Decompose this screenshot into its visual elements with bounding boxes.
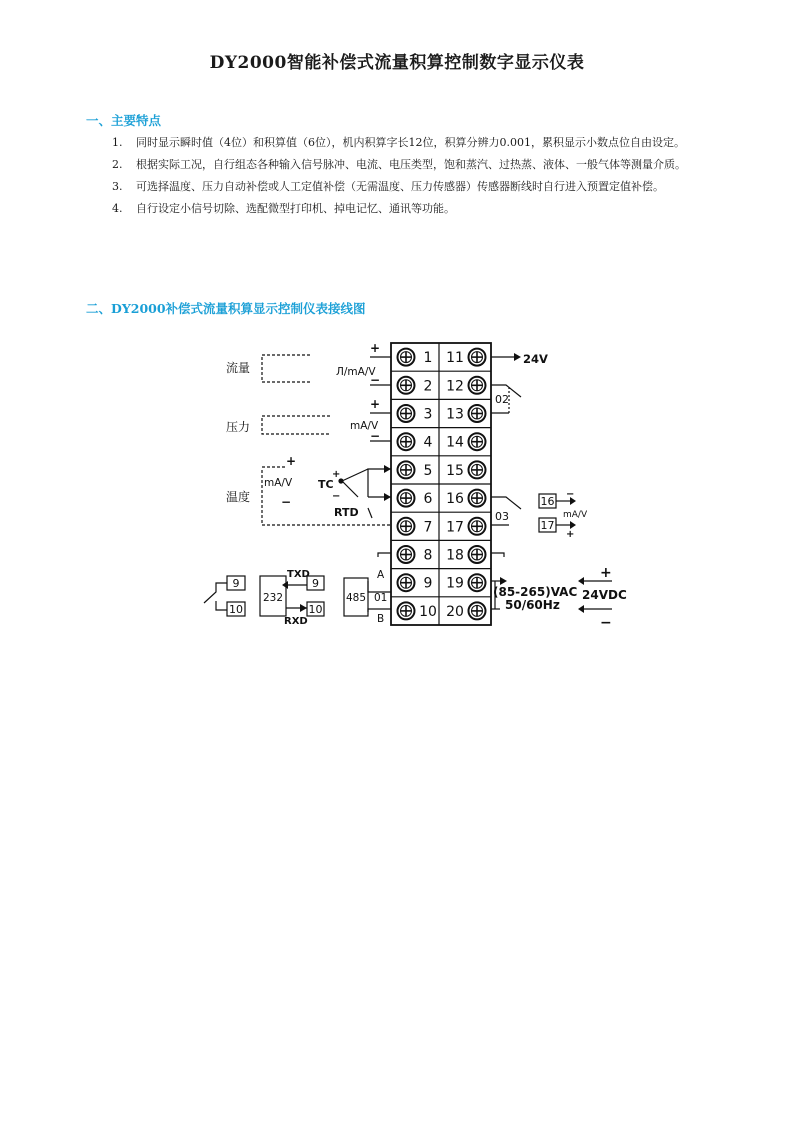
terminal-screw-icon [398,433,415,450]
terminal-screw-icon [469,377,486,394]
dc-minus: − [600,615,612,631]
tc-plus: + [332,469,341,480]
terminal-screw-icon [469,349,486,366]
temperature-label: 温度 [226,490,251,504]
terminal-number-left: 8 [423,547,433,564]
terminal-number-left: 10 [419,603,437,620]
pressure-minus: − [370,429,381,443]
terminal-number-left: 9 [423,575,433,592]
terminal-number-right: 14 [446,434,464,451]
terminal-screw-icon [469,518,486,535]
terminal-number-right: 18 [446,547,464,564]
ac-power-label: (85-265)VAC [493,585,578,599]
terminal-screw-icon [469,405,486,422]
comm-01-label: 01 [374,592,388,604]
feature-list [112,132,686,220]
aout-17-label: 17 [540,519,555,532]
pressure-label: 压力 [226,420,251,434]
comm-t9-label: 9 [312,577,319,590]
rs232-label: 232 [262,592,284,604]
terminal-number-right: 12 [446,378,464,395]
pulse-signal-label: Л/mA/V [336,366,376,378]
aout-plus: + [566,529,575,540]
terminal-screw-icon [469,574,486,591]
terminal-number-left: 4 [423,434,433,451]
relay-t10-label: 10 [229,603,243,616]
terminal-number-left: 2 [423,378,433,395]
aout-16-label: 16 [540,495,555,508]
terminal-screw-icon [469,546,486,563]
temp-plus: + [286,454,297,468]
flow-plus: + [370,341,381,355]
dc-plus: + [600,565,612,581]
feature-item: 3. 可选择温度、压力自动补偿或人工定值补偿（无需温度、压力传感器）传感器断线时自行进入预置定值补偿。 [112,180,664,193]
txd-label: TXD [287,569,310,580]
terminal-number-left: 7 [423,519,433,536]
terminal-screw-icon [398,546,415,563]
terminal-number-right: 13 [446,406,464,423]
pressure-signal-label: mA/V [350,420,379,432]
terminal-screw-icon [398,602,415,619]
relay-03-label: 03 [495,510,509,523]
aout-minus: − [566,489,575,500]
terminal-screw-icon [398,490,415,507]
rtd-label: RTD [334,506,359,519]
temp-minus: − [281,495,292,509]
comm-t10-label: 10 [308,603,323,616]
document-title: DY2000智能补偿式流量积算控制数字显示仪表 [209,53,585,73]
wiring-diagram [196,335,636,635]
section-heading-features: 一、主要特点 [86,113,162,128]
terminal-number-left: 1 [423,350,433,367]
terminal-number-left: 5 [423,462,433,479]
flow-label: 流量 [226,361,251,375]
rs485-label: 485 [345,592,367,604]
terminal-screw-icon [398,349,415,366]
output-24v-label: 24V [523,352,548,366]
terminal-number-left: 6 [423,491,433,508]
dc-power-label: 24VDC [582,588,627,602]
relay-02-label: 02 [495,393,509,406]
tc-minus: − [332,491,341,502]
terminal-screw-icon [398,518,415,535]
comm-a-label: A [377,569,385,581]
terminal-number-right: 15 [446,462,464,479]
terminal-number-right: 11 [446,350,464,367]
terminal-screw-icon [398,574,415,591]
rxd-label: RXD [284,616,308,627]
comm-b-label: B [377,613,385,625]
pressure-plus: + [370,397,381,411]
ac-frequency-label: 50/60Hz [505,598,560,612]
terminal-screw-icon [398,405,415,422]
terminal-number-left: 3 [423,406,433,423]
terminal-screw-icon [469,602,486,619]
terminal-number-right: 16 [446,491,464,508]
section-heading-wiring: 二、DY2000补偿式流量积算显示控制仪表接线图 [86,301,366,316]
terminal-screw-icon [469,461,486,478]
aout-signal-label: mA/V [563,510,588,520]
terminal-number-right: 19 [446,575,464,592]
temp-signal-label: mA/V [264,477,293,489]
terminal-screw-icon [469,490,486,507]
tc-label: TC [318,478,334,491]
terminal-screw-icon [469,433,486,450]
terminal-screw-icon [398,461,415,478]
terminal-number-right: 20 [446,603,464,620]
terminal-screw-icon [398,377,415,394]
flow-minus: − [370,373,381,387]
feature-item: 4. 自行设定小信号切除、选配微型打印机、掉电记忆、通讯等功能。 [112,202,455,215]
relay-t9-label: 9 [232,577,240,590]
feature-item: 1. 同时显示瞬时值（4位）和积算值（6位），机内积算字长12位，积算分辨力0.001，累积显示小数点位自由设定。 [112,136,685,149]
terminal-number-right: 17 [446,519,464,536]
feature-item: 2. 根据实际工况，自行组态各种输入信号脉冲、电流、电压类型，饱和蒸汽、过热蒸、液体、一般气体等测量介质。 [112,158,686,171]
